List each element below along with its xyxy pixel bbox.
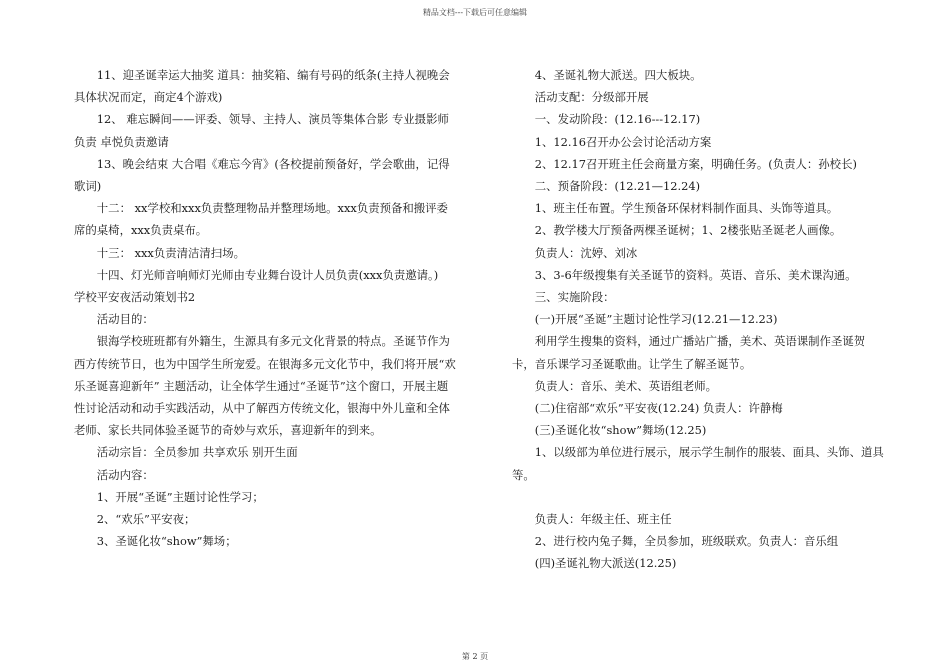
paragraph: 十二： xx学校和xxx负责整理物品并整理场地。xxx负责预备和搬评委席的桌椅，xxx负责桌布。 (74, 201, 448, 238)
paragraph: 活动内容： (74, 467, 154, 482)
list-item: 3、3-6年级搜集有关圣诞节的资料。英语、音乐、美术课沟通。 (512, 267, 857, 282)
paragraph: 活动宗旨：全员参加 共享欢乐 别开生面 (74, 445, 298, 460)
paragraph: (四)圣诞礼物大派送(12.25) (512, 556, 677, 571)
paragraph: 12、 难忘瞬间——评委、领导、主持人、演员等集体合影 专业摄影师负责 卓悦负责邀请 (74, 112, 449, 149)
paragraph: (三)圣诞化妆“show”舞场(12.25) (512, 423, 707, 438)
list-item: 1、班主任布置。学生预备环保材料制作面具、头饰等道具。 (512, 201, 839, 216)
list-item: 1、开展“圣诞”主题讨论性学习； (74, 489, 264, 504)
list-item: 2、教学楼大厅预备两棵圣诞树；1、2楼张贴圣诞老人画像。 (512, 223, 842, 238)
list-item: 2、进行校内兔子舞，全员参加，班级联欢。负责人：音乐组 (512, 534, 839, 549)
list-item: 4、圣诞礼物大派送。四大板块。 (512, 68, 702, 82)
list-item: 1、以级部为单位进行展示，展示学生制作的服装、面具、头饰、道具等。 (512, 445, 884, 482)
left-column (74, 64, 456, 552)
paragraph: 负责人：沈婷、刘冰 (512, 245, 638, 260)
paragraph: 11、迎圣诞幸运大抽奖 道具：抽奖箱、编有号码的纸条(主持人视晚会具体状况而定，商定4个游戏) (74, 68, 450, 105)
section-title: 学校平安夜活动策划书2 (74, 290, 196, 305)
list-item: 3、圣诞化妆“show”舞场； (74, 534, 237, 549)
paragraph: 十四、灯光师音响师灯光师由专业舞台设计人员负责(xxx负责邀请。) (74, 267, 439, 282)
paragraph: 负责人：音乐、美术、英语组老师。 (512, 378, 718, 393)
right-column (512, 64, 887, 575)
paragraph: 二、预备阶段：(12.21—12.24) (512, 179, 701, 194)
paragraph: 一、发动阶段：(12.16---12.17) (512, 112, 701, 127)
paragraph: 利用学生搜集的资料，通过广播站广播，美术、英语课制作圣诞贺卡，音乐课学习圣诞歌曲。让学生了解圣诞节。 (512, 334, 866, 371)
paragraph: 活动支配：分级部开展 (512, 90, 649, 105)
paragraph: 活动目的： (74, 312, 154, 327)
list-item: 2、12.17召开班主任会商量方案，明确任务。(负责人：孙校长) (512, 156, 857, 171)
page-header: 精品文档---下载后可任意编辑 (422, 8, 528, 17)
paragraph: 负责人：年级主任、班主任 (512, 512, 672, 527)
page-number: 第 2 页 (461, 652, 489, 661)
list-item: 2、“欢乐”平安夜； (74, 512, 196, 527)
paragraph: 13、晚会结束 大合唱《难忘今宵》(各校提前预备好，学会歌曲，记得歌词) (74, 156, 450, 194)
paragraph: (一)开展“圣诞”主题讨论性学习(12.21—12.23) (512, 312, 778, 327)
paragraph: 十三： xxx负责清洁清扫场。 (74, 245, 245, 260)
paragraph: 银海学校班班都有外籍生，生源具有多元文化背景的特点。圣诞节作为西方传统节日，也为中国学生所宠爱。在银海多元文化节中，我们将开展“欢乐圣诞喜迎新年” 主题活动，让全体学生通过“圣诞节”这个窗口，开展主题性讨论活动和动手实践活动，从中了解西方传统文化，银海中外儿童和全体老师、家长共同体验圣诞节的奇妙与欢乐，喜迎新年的到来。 (74, 334, 456, 438)
paragraph: 三、实施阶段： (512, 290, 615, 305)
paragraph: (二)住宿部“欢乐”平安夜(12.24) 负责人：许静梅 (512, 401, 783, 416)
list-item: 1、12.16召开办公会讨论活动方案 (512, 134, 712, 149)
